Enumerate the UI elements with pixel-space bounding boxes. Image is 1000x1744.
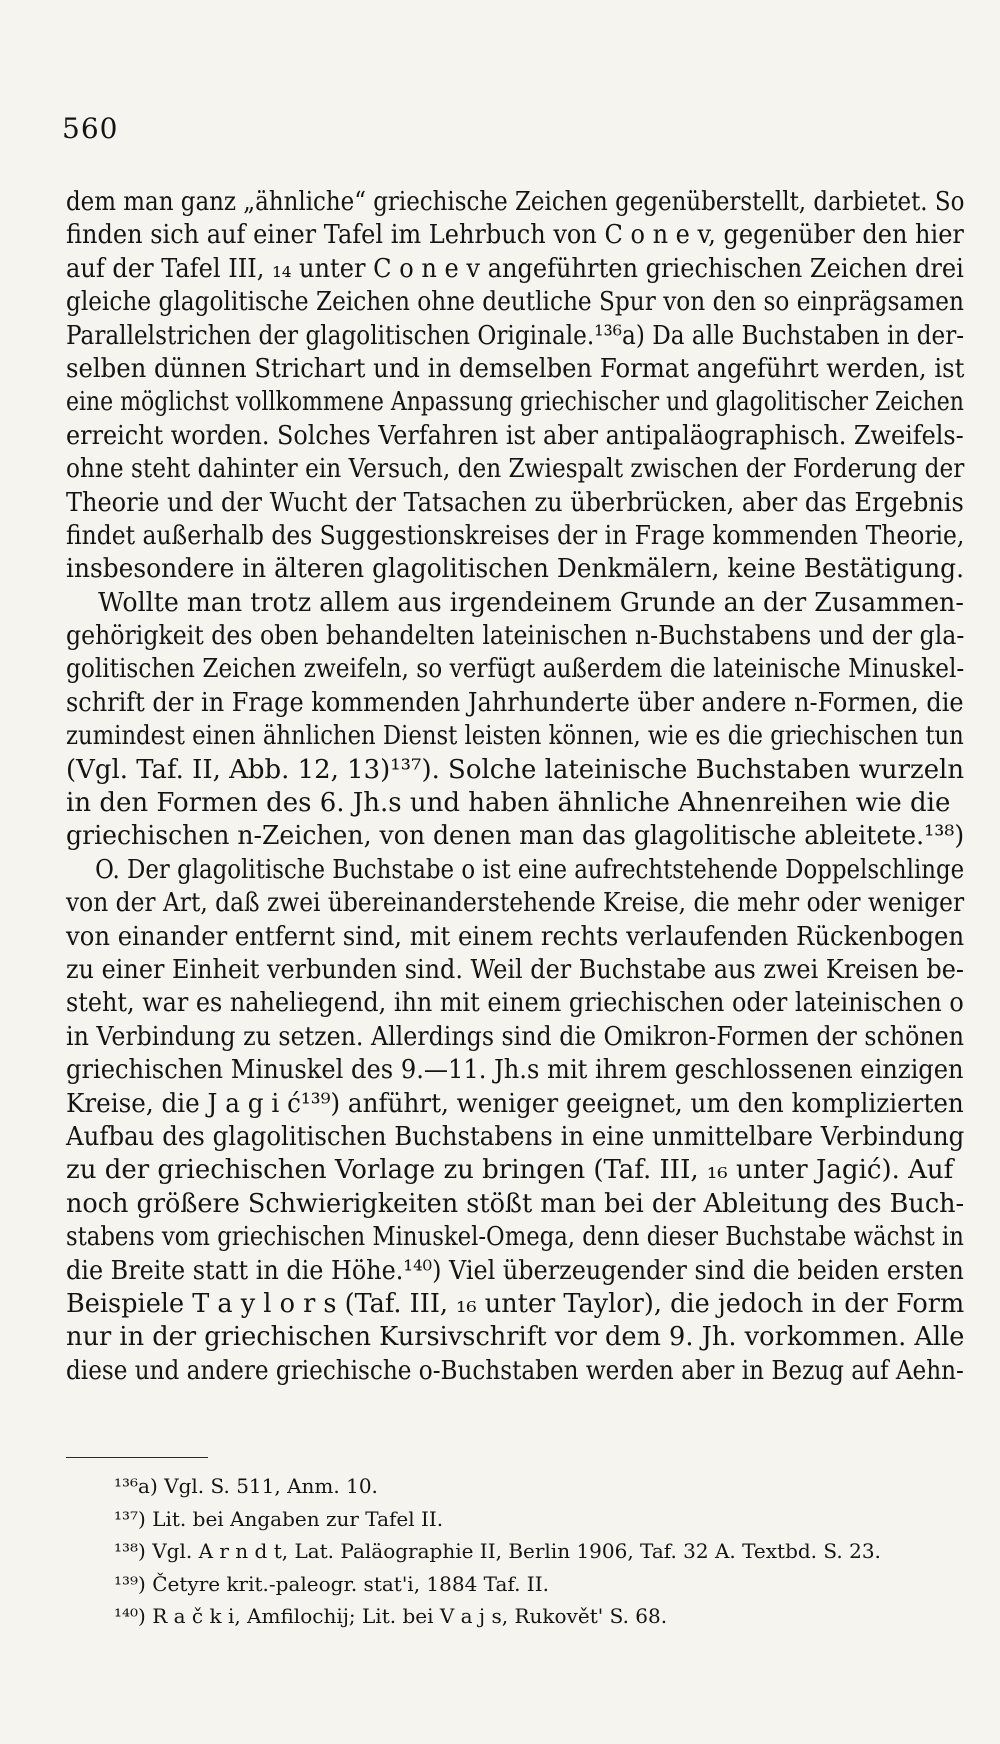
text-line: in den Formen des 6. Jh.s und haben ähnliche Ahnenreihen wie die: [66, 788, 951, 819]
text-line: Theorie und der Wucht der Tatsachen zu überbrücken, aber das Ergebnis: [66, 487, 964, 518]
footnote: ¹³⁸) Vgl. A r n d t, Lat. Paläographie II, Berlin 1906, Taf. 32 A. Textbd. S. 23.: [114, 1539, 881, 1564]
text-line: griechischen Minuskel des 9.—11. Jh.s mit ihrem geschlossenen einzigen: [66, 1055, 964, 1086]
text-line: dem man ganz „ähnliche“ griechische Zeichen gegenüberstellt, darbietet. So: [66, 187, 965, 217]
text-line: Parallelstrichen der glagolitischen Originale.¹³⁶a) Da alle Buchstaben in der-: [66, 320, 965, 351]
text-line: steht, war es naheliegend, ihn mit einem griechischen oder lateinischen o: [66, 988, 964, 1019]
text-line: gleiche glagolitische Zeichen ohne deutliche Spur von den so einprägsamen: [66, 287, 964, 318]
footnote: ¹³⁶a) Vgl. S. 511, Anm. 10.: [114, 1474, 378, 1498]
text-line: zumindest einen ähnlichen Dienst leisten können, wie es die griechischen tun: [66, 721, 964, 752]
text-line: griechischen n-Zeichen, von denen man das glagolitische ableitete.¹³⁸): [66, 821, 965, 852]
text-line: Beispiele T a y l o r s (Taf. III, ₁₆ unter Taylor), die jedoch in der Form: [66, 1288, 965, 1319]
text-line: findet außerhalb des Suggestionskreises der in Frage kommenden Theorie,: [66, 520, 965, 551]
text-line: (Vgl. Taf. II, Abb. 12, 13)¹³⁷). Solche lateinische Buchstaben wurzeln: [66, 754, 965, 785]
footnote: ¹⁴⁰) R a č k i, Amfilochij; Lit. bei V a j s, Rukovět' S. 68.: [114, 1604, 668, 1629]
page-number: 560: [62, 112, 119, 145]
text-line: in Verbindung zu setzen. Allerdings sind die Omikron-Formen der schönen: [66, 1021, 964, 1052]
footnote-divider: [66, 1457, 208, 1458]
text-line: von der Art, daß zwei übereinanderstehende Kreise, die mehr oder weniger: [66, 888, 965, 919]
text-line: stabens vom griechischen Minuskel-Omega, denn dieser Buchstabe wächst in: [66, 1222, 964, 1253]
text-line: insbesondere in älteren glagolitischen Denkmälern, keine Bestätigung.: [66, 554, 964, 585]
text-line: zu der griechischen Vorlage zu bringen (Taf. III, ₁₆ unter Jagić). Auf: [66, 1155, 954, 1186]
text-line: finden sich auf einer Tafel im Lehrbuch von C o n e v, gegenüber den hier: [66, 220, 964, 251]
paragraph-1: [66, 186, 964, 587]
text-line: auf der Tafel III, ₁₄ unter C o n e v angeführten griechischen Zeichen drei: [66, 253, 964, 284]
text-line: von einander entfernt sind, mit einem rechts verlaufenden Rückenbogen: [66, 921, 965, 952]
paragraph-3: [66, 854, 964, 1388]
body-text: [66, 186, 964, 1388]
text-line: Aufbau des glagolitischen Buchstabens in eine unmittelbare Verbindung: [66, 1121, 965, 1152]
text-line: schrift der in Frage kommenden Jahrhunderte über andere n-Formen, die: [66, 687, 964, 718]
text-line: selben dünnen Strichart und in demselben Format angeführt werden, ist: [66, 353, 965, 384]
text-line: ohne steht dahinter ein Versuch, den Zwiespalt zwischen der Forderung der: [66, 454, 965, 485]
text-line: nur in der griechischen Kursivschrift vor dem 9. Jh. vorkommen. Alle: [66, 1322, 965, 1353]
footnote: ¹³⁹) Četyre krit.-paleogr. stat'i, 1884 Taf. II.: [114, 1571, 549, 1596]
text-line: Kreise, die J a g i ć¹³⁹) anführt, weniger geeignet, um den komplizierten: [66, 1088, 964, 1119]
text-line: O. Der glagolitische Buchstabe o ist eine aufrechtstehende Doppelschlinge: [66, 854, 965, 885]
text-line: die Breite statt in die Höhe.¹⁴⁰) Viel überzeugender sind die beiden ersten: [66, 1255, 964, 1286]
footnote: ¹³⁷) Lit. bei Angaben zur Tafel II.: [114, 1506, 444, 1531]
text-line: noch größere Schwierigkeiten stößt man bei der Ableitung des Buch-: [66, 1188, 965, 1219]
text-line: golitischen Zeichen zweifeln, so verfügt außerdem die lateinische Minuskel-: [66, 654, 965, 685]
paragraph-2: [66, 587, 964, 854]
text-line: eine möglichst vollkommene Anpassung griechischer und glagolitischer Zeichen: [66, 387, 964, 418]
text-line: erreicht worden. Solches Verfahren ist aber antipaläographisch. Zweifels-: [66, 420, 964, 451]
text-line: Wollte man trotz allem aus irgendeinem Grunde an der Zusammen-: [66, 587, 964, 618]
text-line: zu einer Einheit verbunden sind. Weil der Buchstabe aus zwei Kreisen be-: [66, 954, 964, 985]
text-line: gehörigkeit des oben behandelten lateinischen n-Buchstabens und der gla-: [66, 621, 965, 652]
text-line: diese und andere griechische o-Buchstaben werden aber in Bezug auf Aehn-: [66, 1355, 964, 1386]
footnotes: [114, 1470, 974, 1633]
